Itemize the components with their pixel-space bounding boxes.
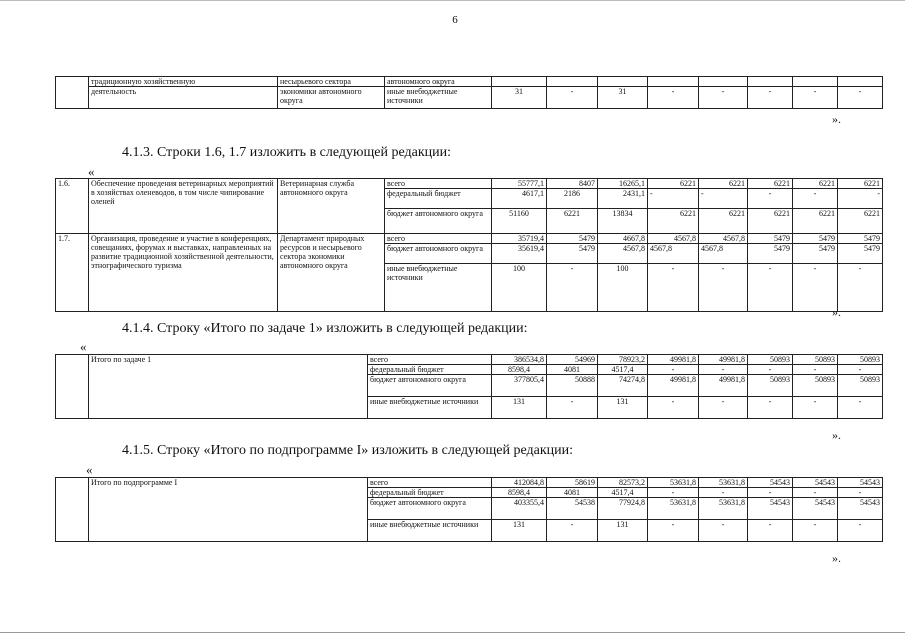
cell-executor: несырьевого сектора [278,77,385,87]
cell-activity: традиционную хозяйственную [89,77,278,87]
cell-value: - [793,520,838,542]
cell-value: 51160 [492,209,547,234]
cell-value: 4517,4 [598,365,648,375]
cell-value: 131 [492,397,547,419]
cell-value: - [838,397,883,419]
cell-value: 82573,2 [598,478,648,488]
opening-quote: « [86,462,93,477]
cell-value: 377805,4 [492,375,547,397]
cell-value: 8598,4 [492,488,547,498]
cell-value: - [838,87,883,109]
activity-name: Обеспечение проведения ветеринарных мероприятий в хозяйствах оленеводов, в том числе чипирование оленей [89,179,278,234]
cell-value: 54543 [838,478,883,488]
row-number: 1.6. [56,179,89,234]
cell-value: - [699,520,748,542]
closing-quote: ». [832,305,841,319]
activity-name: Организация, проведение и участие в конференциях, совещаниях, форумах и выставках, направленных на развитие традиционной хозяйственной деятельности, этнографического туризма [89,234,278,312]
cell-value: 4567,8 [699,244,748,264]
cell-value: 5479 [748,234,793,244]
cell-value: 77924,8 [598,498,648,520]
cell-value: 54543 [793,498,838,520]
cell-value: - [748,87,793,109]
cell-value: 6221 [838,209,883,234]
cell-value: - [838,520,883,542]
cell-value: - [648,87,699,109]
table-row [56,87,883,109]
total-label: Итого по задаче 1 [89,355,368,419]
funding-source: всего [368,355,492,365]
cell-value: - [648,365,699,375]
cell-value: 100 [492,264,547,312]
cell-value: 49981,8 [648,355,699,365]
cell-value: 5479 [838,234,883,244]
cell-value: 54543 [748,498,793,520]
cell-value: 4081 [547,365,598,375]
cell-value: 403355,4 [492,498,547,520]
closing-quote: ». [832,428,841,442]
cell-value: - [748,189,793,209]
cell-value: 6221 [793,209,838,234]
funding-source: федеральный бюджет [385,189,492,209]
funding-source: федеральный бюджет [368,365,492,375]
cell-value: - [838,189,883,209]
cell-value: 5479 [748,244,793,264]
page-top-edge [0,0,905,1]
cell-value: 5479 [793,234,838,244]
cell-value: - [793,397,838,419]
cell-value: - [648,264,699,312]
cell-value: 54538 [547,498,598,520]
cell-value: 50893 [838,355,883,365]
cell-value: 4617,1 [492,189,547,209]
cell-value: - [648,488,699,498]
cell-value: 6221 [547,209,598,234]
cell-value: 53631,8 [699,498,748,520]
cell-value: - [748,264,793,312]
cell-value: 49981,8 [699,375,748,397]
cell-value: 50893 [793,375,838,397]
closing-quote: ». [832,112,841,126]
cell-value: 54543 [793,478,838,488]
section-heading-4-1-4: 4.1.4. Строку «Итого по задаче 1» изложить в следующей редакции: [122,321,528,336]
cell-value: 5479 [793,244,838,264]
cell-value: 8407 [547,179,598,189]
funding-source: всего [368,478,492,488]
cell-value: 2186 [547,189,598,209]
cell-value: 49981,8 [648,375,699,397]
cell-value: 49981,8 [699,355,748,365]
opening-quote: « [88,164,95,179]
cell-source: автономного округа [385,77,492,87]
cell-value: 131 [598,520,648,542]
funding-source: иные внебюджетные источники [385,264,492,312]
cell-value: 53631,8 [648,498,699,520]
cell-value: 4667,8 [598,234,648,244]
cell-value: 386534,8 [492,355,547,365]
funding-source: иные внебюджетные источники [368,397,492,419]
cell-value: 412084,8 [492,478,547,488]
cell-value: 54543 [838,498,883,520]
cell-value: 4567,8 [648,234,699,244]
cell-value: - [547,520,598,542]
cell-value: 2431,1 [598,189,648,209]
cell-value: - [748,520,793,542]
cell-value: - [748,397,793,419]
cell-value: - [648,189,699,209]
section-heading-4-1-5: 4.1.5. Строку «Итого по подпрограмме I» изложить в следующей редакции: [122,443,574,458]
cell-value: 50893 [838,375,883,397]
cell-value: 55777,1 [492,179,547,189]
cell-value: - [648,520,699,542]
total-task-1-table [55,354,883,419]
cell-value: 100 [598,264,648,312]
funding-source: всего [385,179,492,189]
cell-value: - [748,488,793,498]
cell-value: 6221 [699,179,748,189]
cell-value: 58619 [547,478,598,488]
cell-value: 35619,4 [492,244,547,264]
cell-value: - [699,264,748,312]
cell-value: 5479 [547,244,598,264]
cell-value: 13834 [598,209,648,234]
cell-activity: деятельность [89,87,278,109]
page-bottom-edge [0,632,905,633]
cell-value: - [838,488,883,498]
cell-value: - [838,264,883,312]
cell-value: 31 [492,87,547,109]
cell-value: 4567,8 [648,244,699,264]
cell-value: 31 [598,87,648,109]
cell-value: 74274,8 [598,375,648,397]
cell-value: 131 [492,520,547,542]
cell-value: - [748,365,793,375]
table-row [56,234,883,244]
cell-value: 54543 [748,478,793,488]
cell-value: 6221 [838,179,883,189]
funding-source: бюджет автономного округа [368,498,492,520]
table-row [56,179,883,189]
cell-value: 50888 [547,375,598,397]
cell-value: - [793,365,838,375]
cell-value: - [699,488,748,498]
cell-value: 5479 [838,244,883,264]
funding-source: иные внебюджетные источники [368,520,492,542]
cell-value: - [547,264,598,312]
funding-source: бюджет автономного округа [385,244,492,264]
cell-value: 4567,8 [699,234,748,244]
cell-value: 131 [598,397,648,419]
table-row [56,478,883,488]
section-heading-4-1-3: 4.1.3. Строки 1.6, 1.7 изложить в следующей редакции: [122,145,452,160]
cell-source: иные внебюджетные источники [385,87,492,109]
cell-value: - [793,488,838,498]
cell-value: - [793,189,838,209]
cell-value: 6221 [648,209,699,234]
total-subprogram-table [55,477,883,542]
table-row [56,77,883,87]
total-label: Итого по подпрограмме I [89,478,368,542]
cell-value: 6221 [699,209,748,234]
cell-value: 35719,4 [492,234,547,244]
cell-value: - [699,87,748,109]
cell-executor: экономики автономного округа [278,87,385,109]
cell-value: - [699,365,748,375]
cell-value: 8598,4 [492,365,547,375]
cell-value: 6221 [748,209,793,234]
cell-value: - [547,87,598,109]
cell-value: 53631,8 [699,478,748,488]
funding-source: бюджет автономного округа [368,375,492,397]
cell-value: 50893 [748,375,793,397]
cell-value: 4517,4 [598,488,648,498]
funding-source: всего [385,234,492,244]
row-number: 1.7. [56,234,89,312]
cell-value: - [793,264,838,312]
funding-source: федеральный бюджет [368,488,492,498]
cell-value: 4567,8 [598,244,648,264]
cell-value: 4081 [547,488,598,498]
cell-value: - [648,397,699,419]
cell-value: - [547,397,598,419]
funding-source: бюджет автономного округа [385,209,492,234]
cell-value: 6221 [648,179,699,189]
cell-value: - [699,397,748,419]
executor: Департамент природных ресурсов и несырьевого сектора экономики автономного округа [278,234,385,312]
closing-quote: ». [832,551,841,565]
rows-1-6-1-7-table [55,178,883,312]
cell-value: 6221 [793,179,838,189]
cell-value: 16265,1 [598,179,648,189]
executor: Ветеринарная служба автономного округа [278,179,385,234]
cell-value: 50893 [793,355,838,365]
cell-value: 6221 [748,179,793,189]
cell-value: - [838,365,883,375]
cell-value: - [793,87,838,109]
cell-value: 50893 [748,355,793,365]
continuation-table [55,76,883,109]
opening-quote: « [80,339,87,354]
cell-value: - [699,189,748,209]
cell-value: 78923,2 [598,355,648,365]
cell-value: 53631,8 [648,478,699,488]
page-number: 6 [452,14,458,26]
cell-value: 5479 [547,234,598,244]
cell-value: 54969 [547,355,598,365]
table-row [56,355,883,365]
